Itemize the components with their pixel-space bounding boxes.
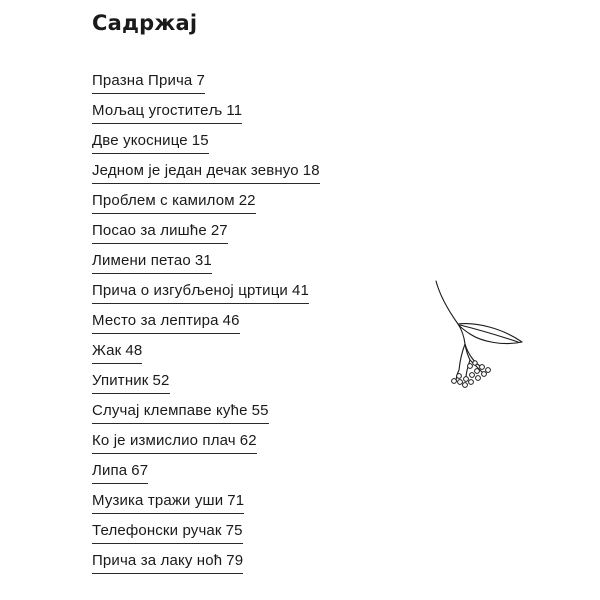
toc-item: [92, 492, 320, 522]
toc-entry-title: Случај клемпаве куће: [92, 402, 248, 419]
toc-item: [92, 552, 320, 582]
toc-item: [92, 462, 320, 492]
toc-entry-page: 22: [238, 192, 256, 209]
toc-item: [92, 132, 320, 162]
toc-item: [92, 222, 320, 252]
toc-entry-title: Ко је измислио плач: [92, 432, 236, 449]
toc-entry-page: 55: [251, 402, 269, 419]
toc-entry-title: Прича за лаку ноћ: [92, 552, 223, 569]
toc-entry-page: 11: [226, 102, 243, 119]
toc-item: [92, 162, 320, 192]
toc-item: [92, 432, 320, 462]
toc-item: [92, 102, 320, 132]
toc-item: [92, 282, 320, 312]
toc-entry-title: Празна Прича: [92, 72, 193, 89]
toc-entry-page: 18: [302, 162, 320, 179]
toc-entry-link[interactable]: [92, 72, 205, 94]
toc-item: [92, 252, 320, 282]
toc-entry-page: 52: [152, 372, 170, 389]
toc-entry-title: Посао за лишће: [92, 222, 207, 239]
toc-entry-page: 27: [210, 222, 228, 239]
toc-item: [92, 192, 320, 222]
toc-entry-link[interactable]: [92, 102, 242, 124]
toc-item: [92, 522, 320, 552]
linden-flowers: [452, 361, 491, 388]
toc-item: [92, 342, 320, 372]
toc-entry-page: 62: [239, 432, 257, 449]
toc-entry-page: 67: [131, 462, 149, 479]
toc-entry-title: Проблем с камилом: [92, 192, 235, 209]
toc-entry-link[interactable]: [92, 342, 142, 364]
toc-entry-title: Телефонски ручак: [92, 522, 222, 539]
toc-entry-link[interactable]: [92, 402, 269, 424]
branch-stem: [436, 281, 465, 344]
toc-entry-page: 79: [226, 552, 244, 569]
toc-entry-title: Лимени петао: [92, 252, 191, 269]
toc-entry-page: 75: [225, 522, 243, 539]
toc-item: [92, 312, 320, 342]
table-of-contents: [92, 72, 320, 582]
toc-entry-title: Две укоснице: [92, 132, 188, 149]
toc-entry-link[interactable]: [92, 522, 243, 544]
toc-entry-link[interactable]: [92, 162, 320, 184]
toc-entry-page: 71: [227, 492, 245, 509]
page-title: Садржај: [92, 11, 198, 35]
toc-entry-link[interactable]: [92, 552, 243, 574]
toc-entry-link[interactable]: [92, 282, 309, 304]
toc-entry-title: Место за лептира: [92, 312, 219, 329]
toc-entry-page: 41: [291, 282, 309, 299]
toc-entry-title: Једном је један дечак зевнуо: [92, 162, 299, 179]
toc-entry-title: Прича о изгубљеној цртици: [92, 282, 288, 299]
toc-entry-link[interactable]: [92, 492, 244, 514]
toc-entry-link[interactable]: [92, 132, 209, 154]
toc-entry-page: 7: [196, 72, 205, 89]
toc-entry-link[interactable]: [92, 192, 256, 214]
toc-entry-title: Упитник: [92, 372, 149, 389]
toc-item: [92, 372, 320, 402]
toc-entry-title: Мољац угоститељ: [92, 102, 223, 119]
toc-item: [92, 402, 320, 432]
toc-entry-page: 15: [191, 132, 209, 149]
toc-entry-link[interactable]: [92, 222, 228, 244]
toc-entry-page: 48: [125, 342, 143, 359]
toc-entry-page: 46: [222, 312, 240, 329]
toc-entry-link[interactable]: [92, 432, 257, 454]
linden-branch-icon: [430, 278, 530, 393]
toc-entry-link[interactable]: [92, 312, 240, 334]
toc-entry-link[interactable]: [92, 462, 148, 484]
toc-entry-link[interactable]: [92, 252, 212, 274]
toc-entry-page: 31: [194, 252, 212, 269]
toc-entry-link[interactable]: [92, 372, 170, 394]
toc-entry-title: Музика тражи уши: [92, 492, 224, 509]
toc-item: [92, 72, 320, 102]
toc-entry-title: Жак: [92, 342, 122, 359]
toc-entry-title: Липа: [92, 462, 128, 479]
